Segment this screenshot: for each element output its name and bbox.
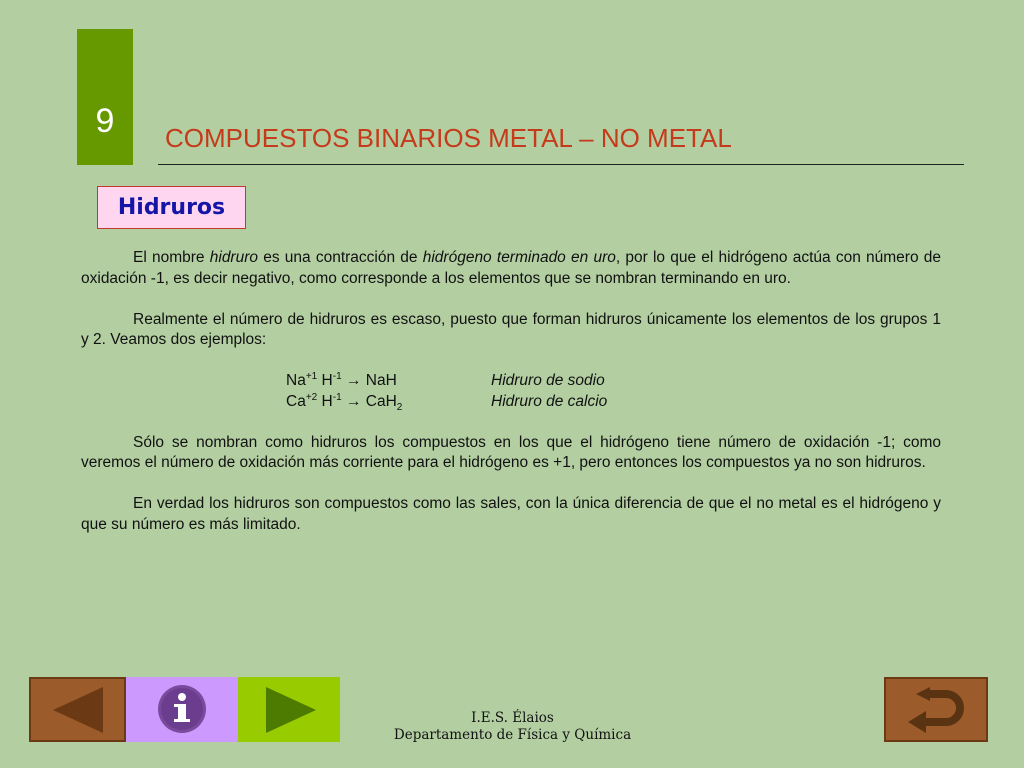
footer-department: Departamento de Física y Química (393, 727, 632, 743)
page-number-box (77, 29, 133, 165)
product-formula: NaH (365, 372, 397, 389)
product-subscript: 2 (396, 401, 403, 413)
element-symbol: Ca (286, 392, 306, 410)
section-label: Hidruros (117, 195, 226, 220)
paragraph-1 (81, 248, 941, 289)
p1-term-hidrogeno: hidrógeno terminado en uro (422, 249, 616, 266)
footer-school: I.E.S. Élaios (471, 710, 554, 726)
p1-text-e: , por lo que el hidrógeno actúa con número de oxidación -1, es decir negativo, como corresponde a los elementos que se nombran terminando en uro. (81, 249, 942, 287)
section-label-box (97, 186, 246, 229)
arrow-icon: → (341, 392, 366, 410)
p1-text-a: El nombre (133, 249, 210, 266)
paragraph-2: Realmente el número de hidruros es escaso, puesto que forman hidruros únicamente los elementos de los grupos 1 y 2. Veamos dos ejemplos: (81, 310, 941, 348)
info-button[interactable] (126, 677, 238, 742)
element-symbol: H (321, 392, 333, 410)
oxidation-number: +2 (305, 391, 318, 403)
p1-term-hidruro: hidruro (209, 249, 258, 266)
example-formula (286, 371, 491, 392)
element-symbol: Na (286, 372, 306, 389)
example-name: Hidruro de sodio (491, 372, 605, 389)
element-symbol: H (321, 372, 333, 389)
product-formula: CaH (365, 392, 397, 410)
arrow-icon: → (341, 372, 366, 389)
page-number: 9 (95, 102, 115, 140)
previous-slide-button[interactable] (29, 677, 126, 742)
example-row-sodium (286, 371, 941, 392)
oxidation-number: -1 (332, 391, 342, 403)
footer (385, 710, 640, 744)
left-triangle-icon (31, 679, 124, 740)
next-slide-button[interactable] (238, 677, 340, 742)
slide-title: COMPUESTOS BINARIOS METAL – NO METAL (165, 123, 732, 153)
oxidation-number: -1 (332, 370, 342, 382)
oxidation-number: +1 (305, 370, 318, 382)
info-icon (126, 677, 238, 742)
return-button[interactable] (884, 677, 988, 742)
example-row-calcium (286, 392, 941, 413)
paragraph-4: En verdad los hidruros son compuestos como las sales, con la única diferencia de que el no metal es el hidrógeno y que su número es más limitado. (81, 495, 941, 533)
title-divider (158, 164, 964, 165)
paragraph-3: Sólo se nombran como hidruros los compuestos en los que el hidrógeno tiene número de oxidación -1; como veremos el número de oxidación más corriente para el hidrógeno es +1, pero entonces los compuestos ya no son hidruros. (81, 433, 941, 471)
return-arrow-icon (886, 679, 986, 740)
slide-body (81, 248, 941, 556)
example-name: Hidruro de calcio (491, 392, 608, 410)
right-triangle-icon (238, 677, 340, 742)
example-formula (286, 392, 491, 413)
p1-text-c: es una contracción de (258, 249, 423, 266)
examples-list (81, 371, 941, 412)
